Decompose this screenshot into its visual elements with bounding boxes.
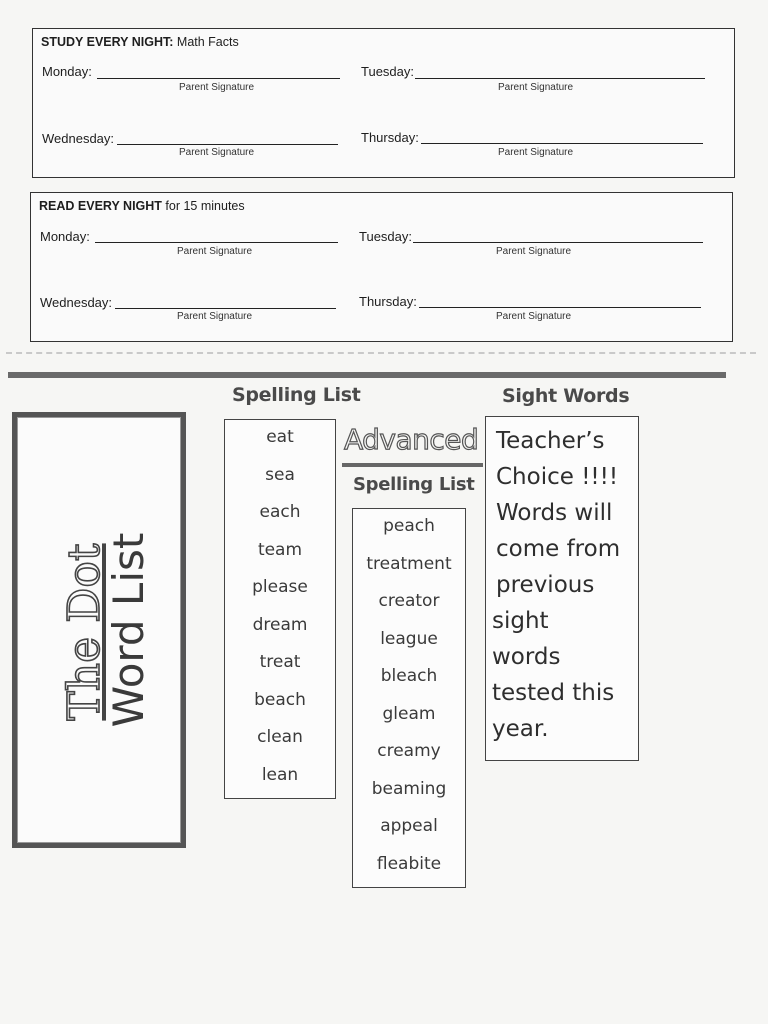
spelling-word: beaming <box>371 778 447 799</box>
spelling-word: gleam <box>382 703 436 724</box>
thursday-label: Thursday: <box>359 294 417 309</box>
advanced-spelling-list-heading: Spelling List <box>353 474 475 495</box>
word-list-title: Word List <box>104 532 153 728</box>
spelling-word: bleach <box>380 666 438 686</box>
spelling-word: team <box>257 539 303 560</box>
study-box-title: STUDY EVERY NIGHT: Math Facts <box>41 35 239 49</box>
sight-words-line: Words will <box>496 500 613 526</box>
spelling-word: fleabite <box>376 853 442 874</box>
sight-words-line: previous <box>496 572 595 598</box>
spelling-word: peach <box>383 516 435 536</box>
monday-signature-line[interactable] <box>95 242 338 243</box>
thursday-signature-line[interactable] <box>419 307 701 308</box>
word-list-title-box <box>12 412 186 848</box>
spelling-word: treatment <box>366 553 452 574</box>
read-box-title: READ EVERY NIGHT for 15 minutes <box>39 199 245 213</box>
thursday-signature-caption: Parent Signature <box>498 147 574 158</box>
sight-words-line: tested this <box>492 680 615 706</box>
tuesday-signature-caption: Parent Signature <box>496 246 572 257</box>
tuesday-label: Tuesday: <box>361 64 414 79</box>
wednesday-signature-caption: Parent Signature <box>179 147 255 158</box>
sight-words-line: sight <box>492 608 549 634</box>
study-every-night-box <box>32 28 735 178</box>
wednesday-signature-caption: Parent Signature <box>177 311 253 322</box>
monday-signature-caption: Parent Signature <box>179 82 255 93</box>
monday-label: Monday: <box>40 229 90 244</box>
spelling-word: sea <box>265 464 295 485</box>
sight-words-line: come from <box>496 536 621 562</box>
tuesday-label: Tuesday: <box>359 229 412 244</box>
spelling-word: appeal <box>380 816 438 836</box>
spelling-word: please <box>252 577 308 597</box>
thursday-signature-line[interactable] <box>421 143 703 144</box>
monday-label: Monday: <box>42 64 92 79</box>
spelling-word: league <box>380 628 438 649</box>
wednesday-signature-line[interactable] <box>115 308 336 309</box>
monday-signature-caption: Parent Signature <box>177 246 253 257</box>
spelling-word: creator <box>378 591 440 611</box>
sight-words-heading: Sight Words <box>502 385 630 407</box>
wednesday-signature-line[interactable] <box>117 144 338 145</box>
sight-words-line: year. <box>492 716 549 742</box>
the-dot-title: The Dot <box>59 543 110 721</box>
section-divider <box>8 372 726 378</box>
spelling-word: dream <box>252 614 308 635</box>
spelling-list-column <box>224 419 336 799</box>
thursday-signature-caption: Parent Signature <box>496 311 572 322</box>
cut-line-divider <box>6 352 756 354</box>
spelling-word: treat <box>259 652 301 672</box>
advanced-heading: Advanced <box>344 423 479 456</box>
read-every-night-box <box>30 192 733 342</box>
spelling-word: creamy <box>377 741 441 761</box>
monday-signature-line[interactable] <box>97 78 340 79</box>
tuesday-signature-line[interactable] <box>413 242 703 243</box>
sight-words-line: Choice !!!! <box>496 464 619 490</box>
spelling-word: clean <box>257 727 303 747</box>
tuesday-signature-caption: Parent Signature <box>498 82 574 93</box>
spelling-word: eat <box>266 427 294 447</box>
wednesday-label: Wednesday: <box>40 295 113 310</box>
sight-words-box <box>485 416 639 761</box>
wednesday-label: Wednesday: <box>42 131 115 146</box>
spelling-word: lean <box>261 764 299 785</box>
spelling-word: each <box>259 502 301 522</box>
advanced-underline <box>342 463 483 467</box>
advanced-spelling-column <box>352 508 466 888</box>
sight-words-line: Teacher’s <box>496 428 605 454</box>
sight-words-line: words <box>492 644 561 670</box>
spelling-word: beach <box>254 689 306 710</box>
thursday-label: Thursday: <box>361 130 419 145</box>
tuesday-signature-line[interactable] <box>415 78 705 79</box>
spelling-list-heading: Spelling List <box>232 384 361 406</box>
